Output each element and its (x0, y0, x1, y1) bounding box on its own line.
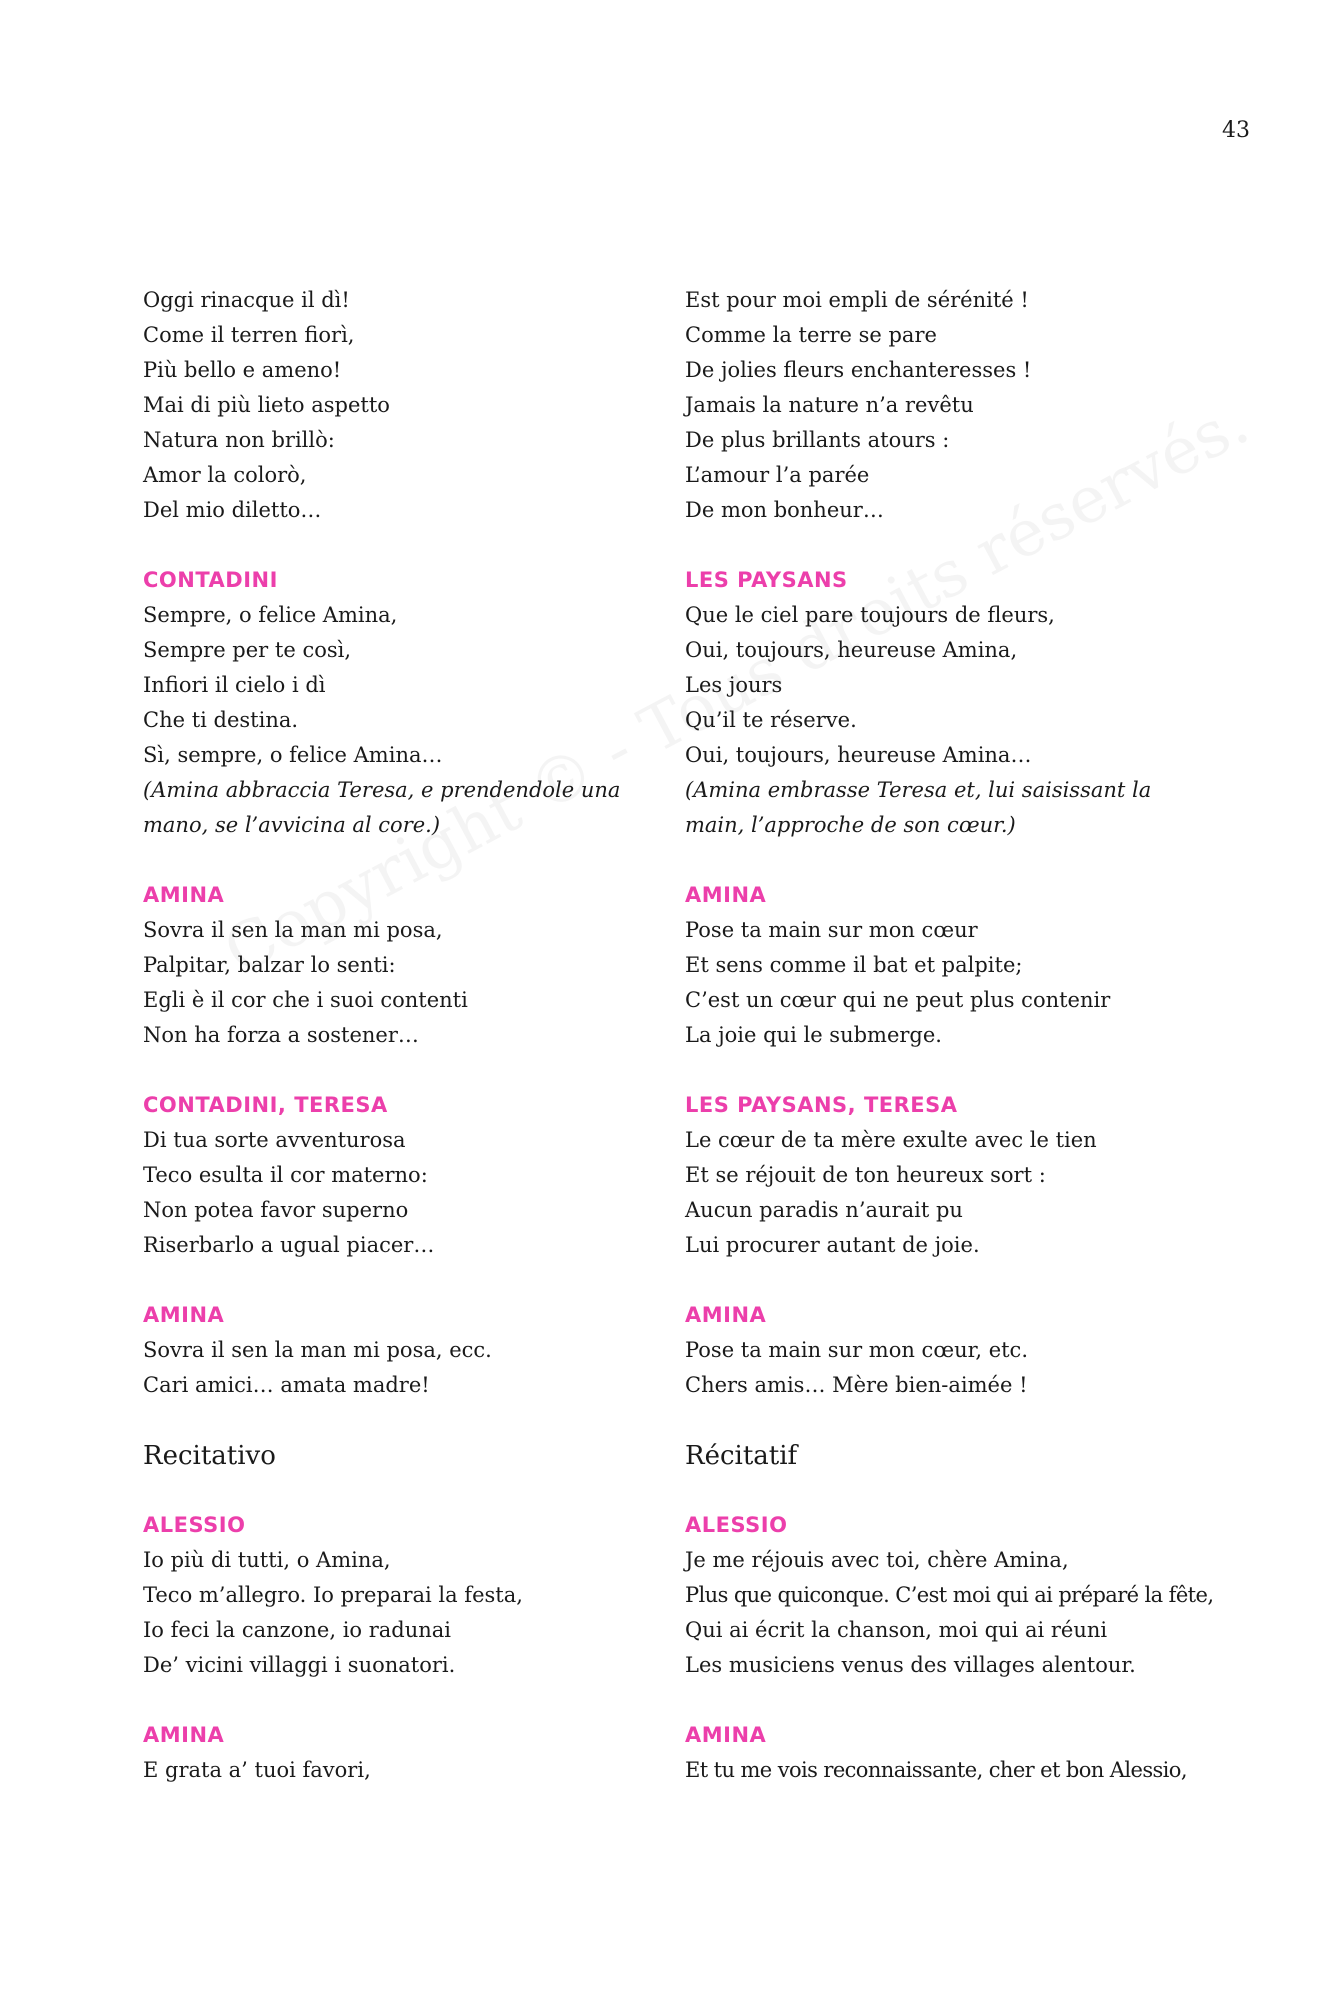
stage-direction: (Amina abbraccia Teresa, e prendendole una (143, 778, 621, 802)
verse-line: Chers amis… Mère bien-aimée ! (685, 1373, 1028, 1397)
verse-block (685, 283, 1205, 528)
verse-line: Oui, toujours, heureuse Amina… (685, 743, 1032, 767)
verse-line: Oggi rinacque il dì! (143, 288, 350, 312)
verse-block (143, 283, 663, 528)
verse-line: Palpitar, balzar lo senti: (143, 953, 396, 977)
verse-line: Infiori il cielo i dì (143, 673, 326, 697)
verse-line: Più bello e ameno! (143, 358, 342, 382)
verse-line: Io più di tutti, o Amina, (143, 1548, 391, 1572)
verse-block (685, 1298, 1205, 1403)
verse-line: E grata a’ tuoi favori, (143, 1758, 371, 1782)
speaker-name: ALESSIO (685, 1513, 788, 1537)
verse-line: Teco esulta il cor materno: (143, 1163, 428, 1187)
verse-line: L’amour l’a parée (685, 463, 870, 487)
verse-line: Cari amici… amata madre! (143, 1373, 430, 1397)
verse-line: Che ti destina. (143, 708, 299, 732)
verse-block (685, 563, 1205, 843)
verse-block (685, 1088, 1205, 1263)
verse-block (143, 1508, 663, 1683)
verse-line: Oui, toujours, heureuse Amina, (685, 638, 1018, 662)
speaker-name: AMINA (143, 883, 225, 907)
verse-line: Di tua sorte avventurosa (143, 1128, 406, 1152)
verse-line: Plus que quiconque. C’est moi qui ai préparé la fête, (685, 1583, 1214, 1607)
verse-line: Sovra il sen la man mi posa, ecc. (143, 1338, 492, 1362)
verse-line: Teco m’allegro. Io preparai la festa, (143, 1583, 523, 1607)
verse-line: Amor la colorò, (143, 463, 307, 487)
verse-line: Sovra il sen la man mi posa, (143, 918, 443, 942)
speaker-name: ALESSIO (143, 1513, 246, 1537)
stage-direction: (Amina embrasse Teresa et, lui saisissant la (685, 778, 1152, 802)
verse-line: Riserbarlo a ugual piacer… (143, 1233, 435, 1257)
verse-line: De mon bonheur… (685, 498, 884, 522)
verse-line: Jamais la nature n’a revêtu (685, 393, 974, 417)
speaker-name: LES PAYSANS (685, 568, 848, 592)
speaker-name: CONTADINI, TERESA (143, 1093, 388, 1117)
speaker-name: LES PAYSANS, TERESA (685, 1093, 958, 1117)
stage-direction: main, l’approche de son cœur.) (685, 813, 1016, 837)
verse-line: Io feci la canzone, io radunai (143, 1618, 452, 1642)
verse-block (685, 878, 1205, 1053)
verse-block (143, 1718, 663, 1788)
verse-line: Non ha forza a sostener… (143, 1023, 419, 1047)
verse-line: C’est un cœur qui ne peut plus contenir (685, 988, 1111, 1012)
french-translation-column (685, 283, 1214, 1823)
section-heading: Recitativo (143, 1441, 276, 1471)
speaker-name: AMINA (143, 1303, 225, 1327)
verse-line: Est pour moi empli de sérénité ! (685, 288, 1029, 312)
verse-line: Come il terren fiorì, (143, 323, 355, 347)
page-number: 43 (1222, 118, 1250, 143)
italian-libretto-column (143, 283, 663, 1823)
verse-block (143, 1298, 663, 1403)
verse-block (685, 1718, 1205, 1788)
verse-line: Mai di più lieto aspetto (143, 393, 390, 417)
verse-line: Comme la terre se pare (685, 323, 937, 347)
verse-line: La joie qui le submerge. (685, 1023, 942, 1047)
section-heading: Récitatif (685, 1441, 798, 1471)
verse-line: Que le ciel pare toujours de fleurs, (685, 603, 1055, 627)
speaker-name: AMINA (685, 1723, 767, 1747)
verse-line: Aucun paradis n’aurait pu (685, 1198, 963, 1222)
verse-block (685, 1508, 1214, 1683)
verse-line: Egli è il cor che i suoi contenti (143, 988, 468, 1012)
verse-line: De plus brillants atours : (685, 428, 950, 452)
verse-line: Natura non brillò: (143, 428, 335, 452)
verse-line: Sempre, o felice Amina, (143, 603, 398, 627)
verse-line: Sì, sempre, o felice Amina… (143, 743, 443, 767)
verse-block (143, 878, 663, 1053)
verse-line: De’ vicini villaggi i suonatori. (143, 1653, 456, 1677)
verse-line: Les jours (685, 673, 783, 697)
speaker-name: AMINA (143, 1723, 225, 1747)
verse-line: Et se réjouit de ton heureux sort : (685, 1163, 1046, 1187)
verse-line: Non potea favor superno (143, 1198, 409, 1222)
speaker-name: CONTADINI (143, 568, 278, 592)
verse-line: Et tu me vois reconnaissante, cher et bon Alessio, (685, 1758, 1187, 1782)
verse-line: Les musiciens venus des villages alentour. (685, 1653, 1136, 1677)
verse-line: Et sens comme il bat et palpite; (685, 953, 1023, 977)
verse-line: Qui ai écrit la chanson, moi qui ai réuni (685, 1618, 1108, 1642)
verse-line: Qu’il te réserve. (685, 708, 857, 732)
speaker-name: AMINA (685, 1303, 767, 1327)
verse-line: Pose ta main sur mon cœur, etc. (685, 1338, 1028, 1362)
speaker-name: AMINA (685, 883, 767, 907)
verse-line: Del mio diletto… (143, 498, 322, 522)
verse-line: Pose ta main sur mon cœur (685, 918, 978, 942)
verse-line: De jolies fleurs enchanteresses ! (685, 358, 1032, 382)
verse-line: Le cœur de ta mère exulte avec le tien (685, 1128, 1097, 1152)
stage-direction: mano, se l’avvicina al core.) (143, 813, 441, 837)
verse-block (143, 1088, 663, 1263)
verse-block (143, 563, 663, 843)
verse-line: Lui procurer autant de joie. (685, 1233, 980, 1257)
verse-line: Sempre per te così, (143, 638, 352, 662)
verse-line: Je me réjouis avec toi, chère Amina, (685, 1548, 1069, 1572)
